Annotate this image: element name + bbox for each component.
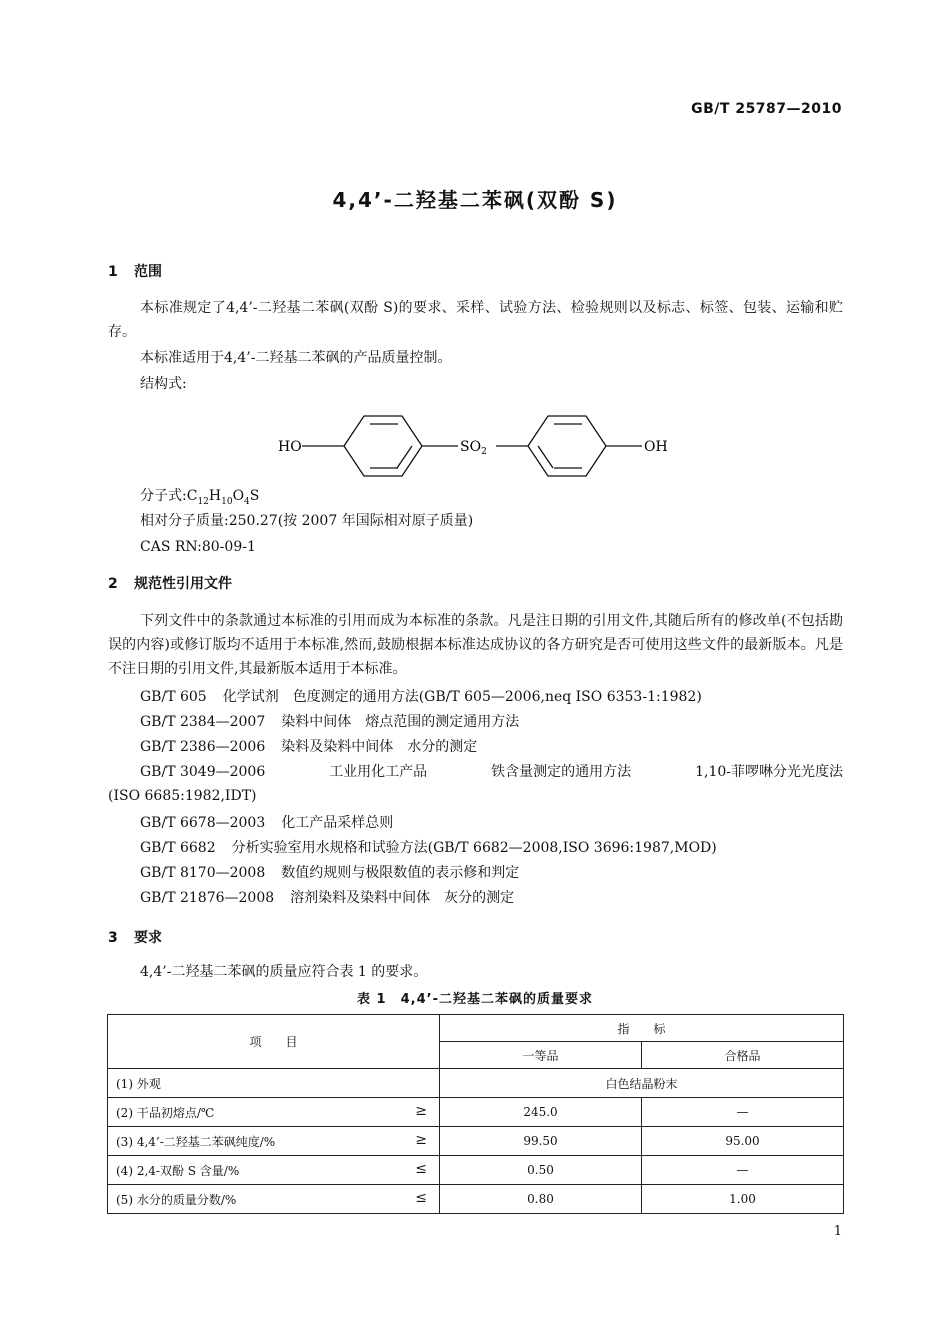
reference-item: GB/T 6678—2003 化工产品采样总则: [140, 815, 394, 831]
section-number: 3: [108, 930, 118, 946]
reference-item: GB/T 6682 分析实验室用水规格和试验方法(GB/T 6682—2008,ISO 3696:1987,MOD): [140, 840, 717, 856]
molecular-mass: 相对分子质量:250.27(按 2007 年国际相对原子质量): [140, 513, 474, 529]
requirements-paragraph: 4,4’-二羟基二苯砜的质量应符合表 1 的要求。: [140, 964, 428, 980]
reference-item: GB/T 605 化学试剂 色度测定的通用方法(GB/T 605—2006,neq ISO 6353-1:1982): [140, 689, 702, 705]
reference-item: GB/T 2386—2006 染料及染料中间体 水分的测定: [140, 739, 478, 755]
standard-number: GB/T 25787—2010: [691, 101, 842, 117]
table-caption: 表 1 4,4’-二羟基二苯砜的质量要求: [357, 992, 593, 1007]
scope-paragraph: 本标准规定了4,4’-二羟基二苯砜(双酚 S)的要求、采样、试验方法、检验规则以及标志、标签、包装、运输和贮存。: [108, 300, 843, 340]
quality-requirements-table: [107, 1014, 844, 1214]
section-title: 规范性引用文件: [134, 576, 232, 592]
molecular-formula: 分子式$:C_{12}H_{10}O_4S$: [140, 488, 260, 507]
reference-item: GB/T 3049—2006 工业用化工产品 铁含量测定的通用方法 1,10-菲啰啉分光光度法 (ISO 6685:1982,IDT): [108, 764, 843, 804]
section-3-heading: [108, 927, 162, 947]
section-title: 要求: [134, 930, 162, 946]
structural-formula: [270, 410, 680, 480]
table-row: (1) 外观 白色结晶粉末: [108, 1069, 844, 1098]
section-2-heading: [108, 573, 232, 593]
index-header: 指 标: [440, 1015, 844, 1042]
hydroxyl-left-label: HO: [278, 439, 302, 455]
grade-1-header: 一等品: [440, 1042, 642, 1069]
document-title: 4,4’-二羟基二苯砜(双酚 S): [332, 188, 618, 212]
page-number: 1: [833, 1224, 842, 1239]
section-title: 范围: [134, 264, 162, 280]
hydroxyl-right-label: OH: [644, 439, 668, 455]
reference-item: GB/T 2384—2007 染料中间体 熔点范围的测定通用方法: [140, 714, 520, 730]
table-row: (2) 干品初熔点/℃ ≥ 245.0 —: [108, 1098, 844, 1127]
sulfonyl-label: $SO_2$: [460, 439, 487, 457]
references-intro: 下列文件中的条款通过本标准的引用而成为本标准的条款。凡是注日期的引用文件,其随后所有的修改单(不包括勘误的内容)或修订版均不适用于本标准,然而,鼓励根据本标准达成协议的各方研究是否可使用这些文件的最新版本。凡是不注日期的引用文件,其最新版本适用于本标准。: [108, 613, 843, 677]
structure-label: 结构式:: [140, 376, 187, 392]
item-header: 项 目: [108, 1015, 440, 1069]
reference-item: GB/T 8170—2008 数值约规则与极限数值的表示修和判定: [140, 865, 520, 881]
grade-2-header: 合格品: [642, 1042, 844, 1069]
scope-applicability: 本标准适用于4,4’-二羟基二苯砜的产品质量控制。: [140, 350, 452, 366]
section-number: 1: [108, 264, 118, 280]
cas-number: CAS RN:80-09-1: [140, 539, 256, 555]
table-row: (3) 4,4’-二羟基二苯砜纯度/% ≥ 99.50 95.00: [108, 1127, 844, 1156]
table-row: (5) 水分的质量分数/% ≤ 0.80 1.00: [108, 1185, 844, 1214]
section-number: 2: [108, 576, 118, 592]
table-row: (4) 2,4-双酚 S 含量/% ≤ 0.50 —: [108, 1156, 844, 1185]
section-1-heading: [108, 261, 162, 281]
reference-item: GB/T 21876—2008 溶剂染料及染料中间体 灰分的测定: [140, 890, 515, 906]
